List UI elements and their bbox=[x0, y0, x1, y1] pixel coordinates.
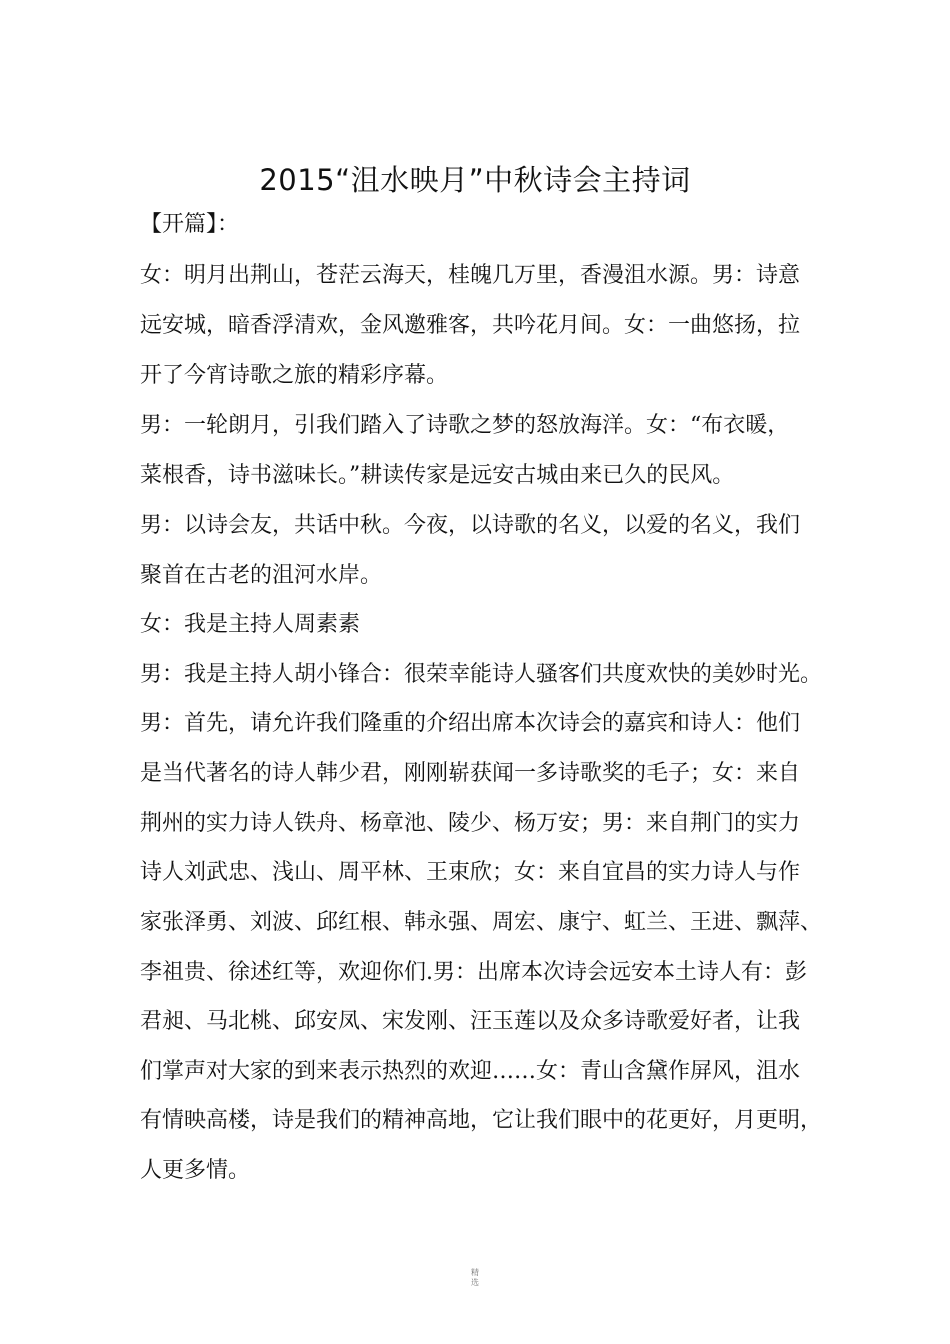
text-line: 聚首在古老的沮河水岸。 bbox=[140, 563, 383, 588]
text-line: 荆州的实力诗人铁舟、杨章池、陵少、杨万安；男：来自荆门的实力 bbox=[140, 811, 801, 836]
footer-mark: 选 bbox=[471, 1278, 479, 1287]
text-line: 男：一轮朗月，引我们踏入了诗歌之梦的怒放海洋。女：“布衣暖， bbox=[140, 413, 790, 438]
text-line: 开了今宵诗歌之旅的精彩序幕。 bbox=[140, 363, 449, 388]
text-line: 家张泽勇、刘波、邱红根、韩永强、周宏、康宁、虹兰、王进、飘萍、 bbox=[140, 910, 823, 935]
text-line: 女：我是主持人周素素 bbox=[140, 612, 361, 637]
text-line: 是当代著名的诗人韩少君，刚刚崭获闻一多诗歌奖的毛子；女：来自 bbox=[140, 761, 801, 786]
text-line: 女：明月出荆山，苍茫云海天，桂魄几万里，香漫沮水源。男：诗意 bbox=[140, 263, 801, 288]
text-line: 诗人刘武忠、浅山、周平林、王束欣；女：来自宜昌的实力诗人与作 bbox=[140, 860, 801, 885]
text-line: 人更多情。 bbox=[140, 1158, 251, 1183]
text-line: 【开篇】： bbox=[140, 212, 240, 237]
text-line: 男：以诗会友，共话中秋。今夜，以诗歌的名义，以爱的名义，我们 bbox=[140, 513, 801, 538]
text-line: 李祖贵、徐述红等，欢迎你们.男：出席本次诗会远安本土诗人有：彭 bbox=[140, 960, 807, 985]
text-line: 男：首先，请允许我们隆重的介绍出席本次诗会的嘉宾和诗人：他们 bbox=[140, 711, 801, 736]
text-line: 远安城，暗香浮清欢，金风邀雅客，共吟花月间。女：一曲悠扬，拉 bbox=[140, 313, 801, 338]
text-line: 有情映高楼，诗是我们的精神高地，它让我们眼中的花更好，月更明， bbox=[140, 1108, 823, 1133]
text-line: 君昶、马北桃、邱安凤、宋发刚、汪玉莲以及众多诗歌爱好者，让我 bbox=[140, 1009, 801, 1034]
text-line: 男：我是主持人胡小锋合：很荣幸能诗人骚客们共度欢快的美妙时光。 bbox=[140, 662, 823, 687]
footer-mark: 精 bbox=[471, 1268, 479, 1277]
text-line: 菜根香，诗书滋味长。”耕读传家是远安古城由来已久的民风。 bbox=[140, 463, 735, 488]
page-title: 2015“沮水映月”中秋诗会主持词 bbox=[259, 163, 691, 197]
text-line: 们掌声对大家的到来表示热烈的欢迎……女：青山含黛作屏风，沮水 bbox=[140, 1059, 801, 1084]
